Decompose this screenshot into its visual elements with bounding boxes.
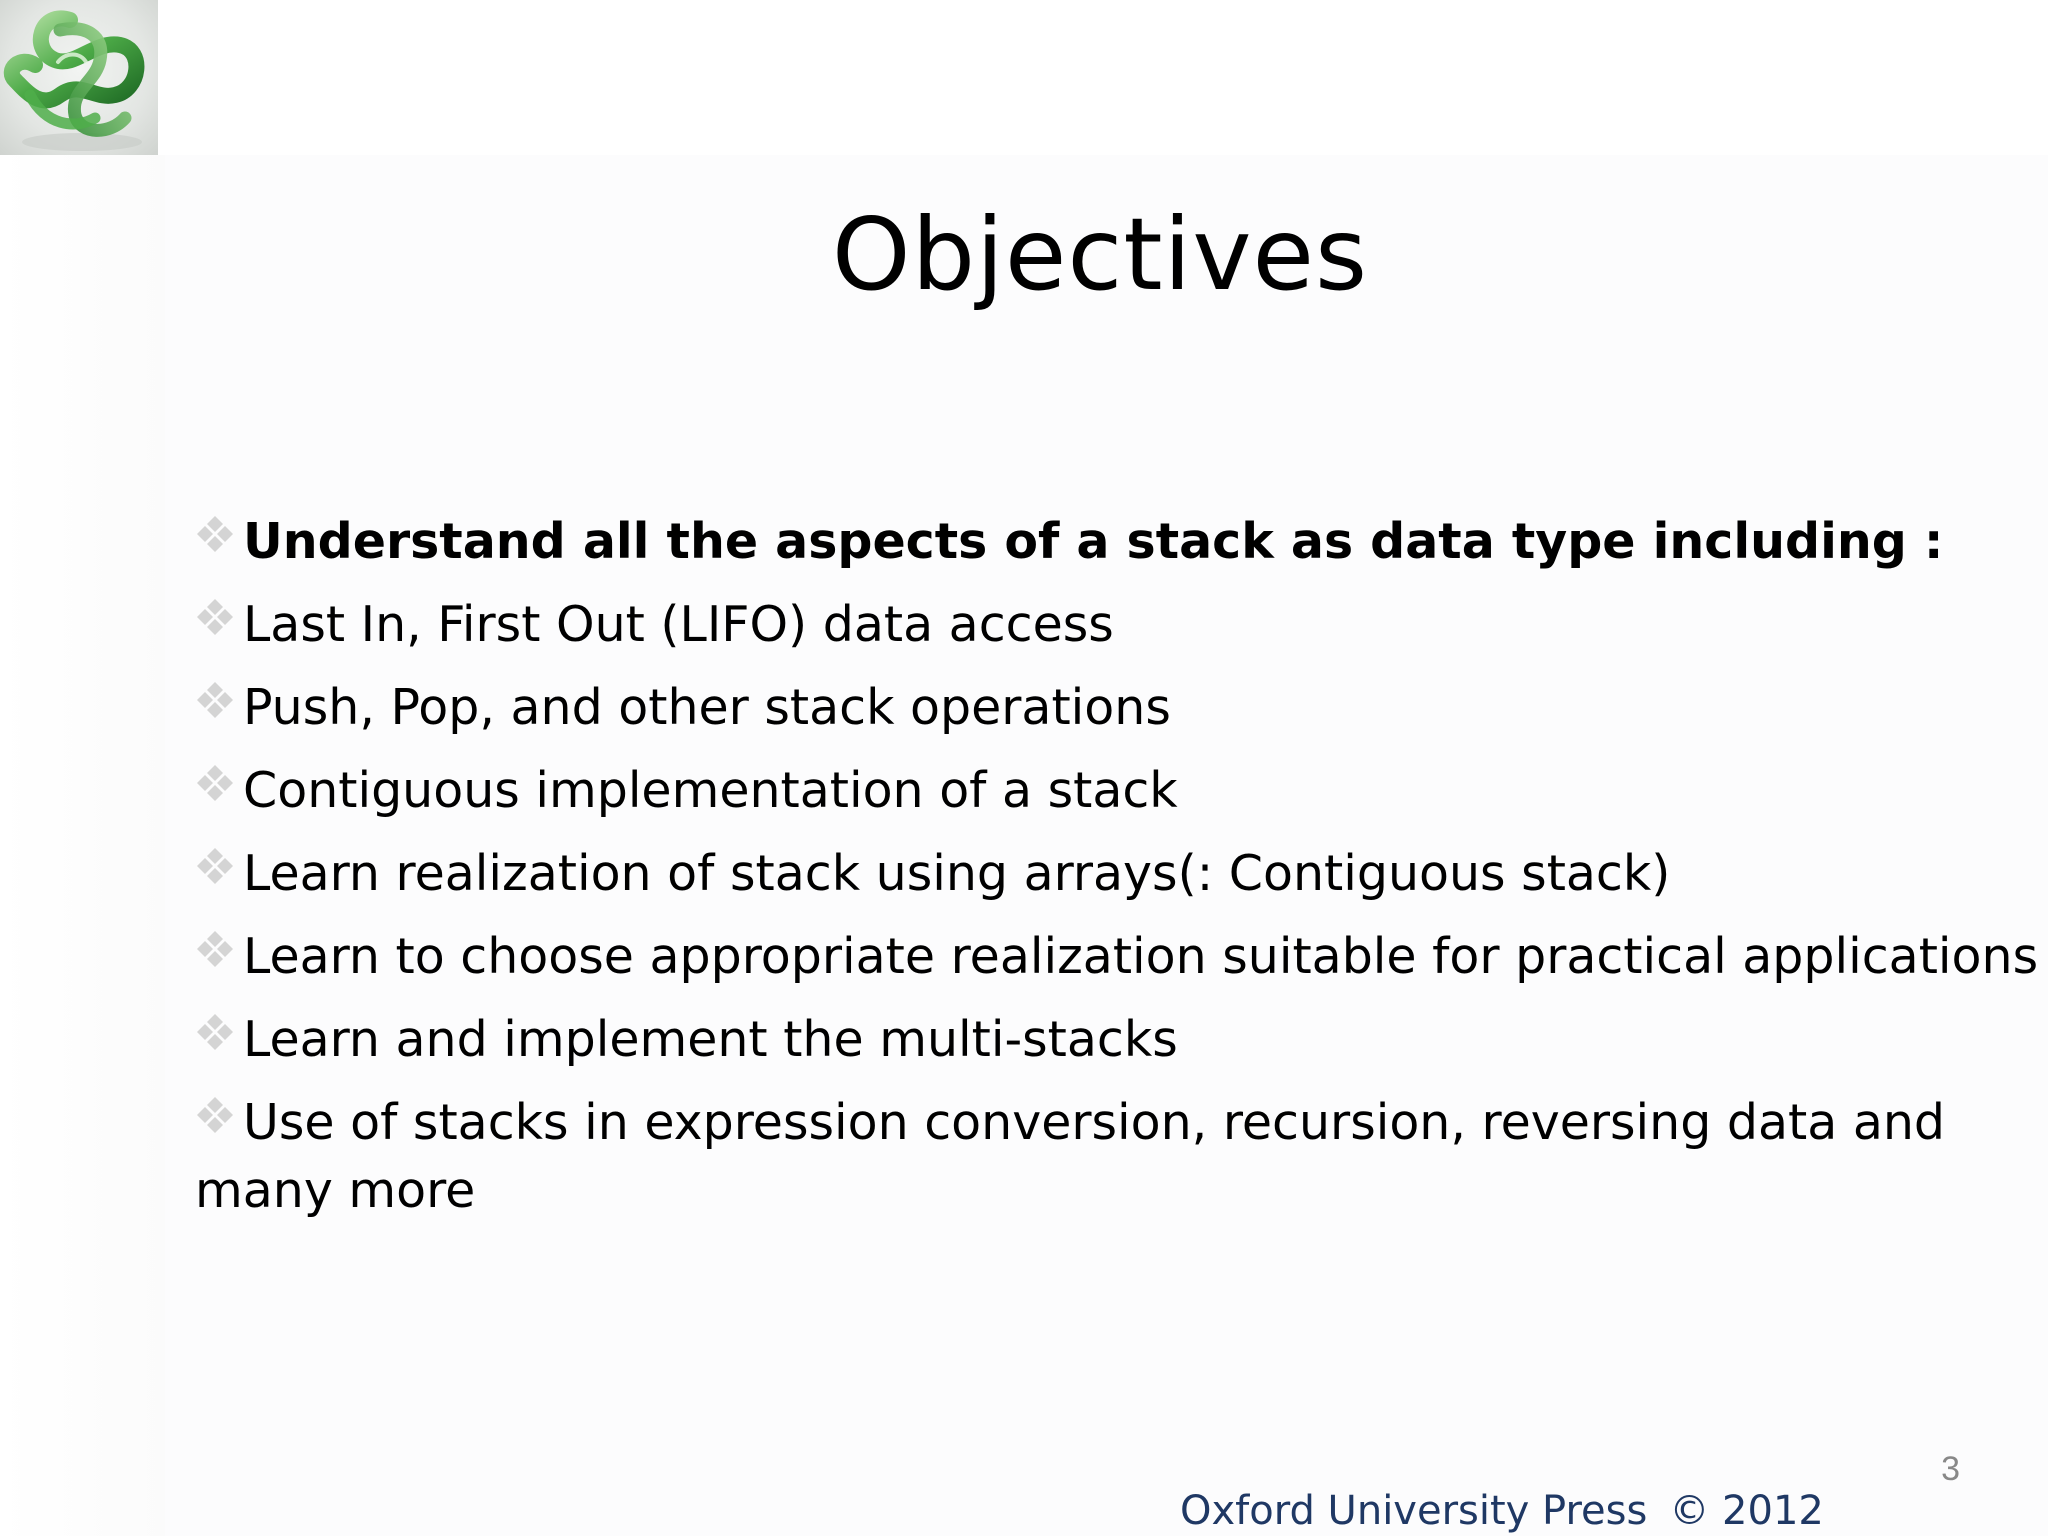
list-item-text: Last In, First Out (LIFO) data access (243, 596, 1114, 653)
page-number: 3 (1941, 1450, 1960, 1488)
list-item-text: Learn to choose appropriate realization suitable for practical applications (243, 928, 2039, 985)
list-item (195, 508, 2005, 576)
footer-publisher: Oxford University Press (1180, 1488, 1648, 1534)
list-item-text: Learn and implement the multi-stacks (243, 1011, 1178, 1068)
four-diamond-bullet-icon (195, 846, 241, 890)
list-item (195, 840, 2005, 908)
slide-title: Objectives (831, 196, 1369, 313)
four-diamond-bullet-icon (195, 763, 241, 807)
footer-copyright: © 2012 (1669, 1488, 1824, 1534)
list-item (195, 591, 2005, 659)
list-item (195, 1006, 2005, 1074)
list-item (195, 923, 2039, 991)
four-diamond-bullet-icon (195, 929, 241, 973)
list-item (195, 674, 2005, 742)
four-diamond-bullet-icon (195, 1095, 241, 1139)
list-item (195, 1089, 2005, 1225)
four-diamond-bullet-icon (195, 514, 241, 558)
list-item-text: Learn realization of stack using arrays(: Contiguous stack) (243, 845, 1671, 902)
list-item (195, 757, 2005, 825)
list-item-text: Understand all the aspects of a stack as data type including : (243, 513, 1944, 570)
four-diamond-bullet-icon (195, 680, 241, 724)
list-item-text: Use of stacks in expression conversion, recursion, reversing data and many more (195, 1094, 1946, 1219)
list-item-text: Contiguous implementation of a stack (243, 762, 1178, 819)
objectives-list (195, 508, 2039, 1240)
list-item-text: Push, Pop, and other stack operations (243, 679, 1171, 736)
slide-left-margin (0, 155, 165, 1536)
footer-credit (1180, 1488, 1824, 1534)
four-diamond-bullet-icon (195, 1012, 241, 1056)
four-diamond-bullet-icon (195, 597, 241, 641)
green-knot-logo-icon (0, 0, 158, 155)
